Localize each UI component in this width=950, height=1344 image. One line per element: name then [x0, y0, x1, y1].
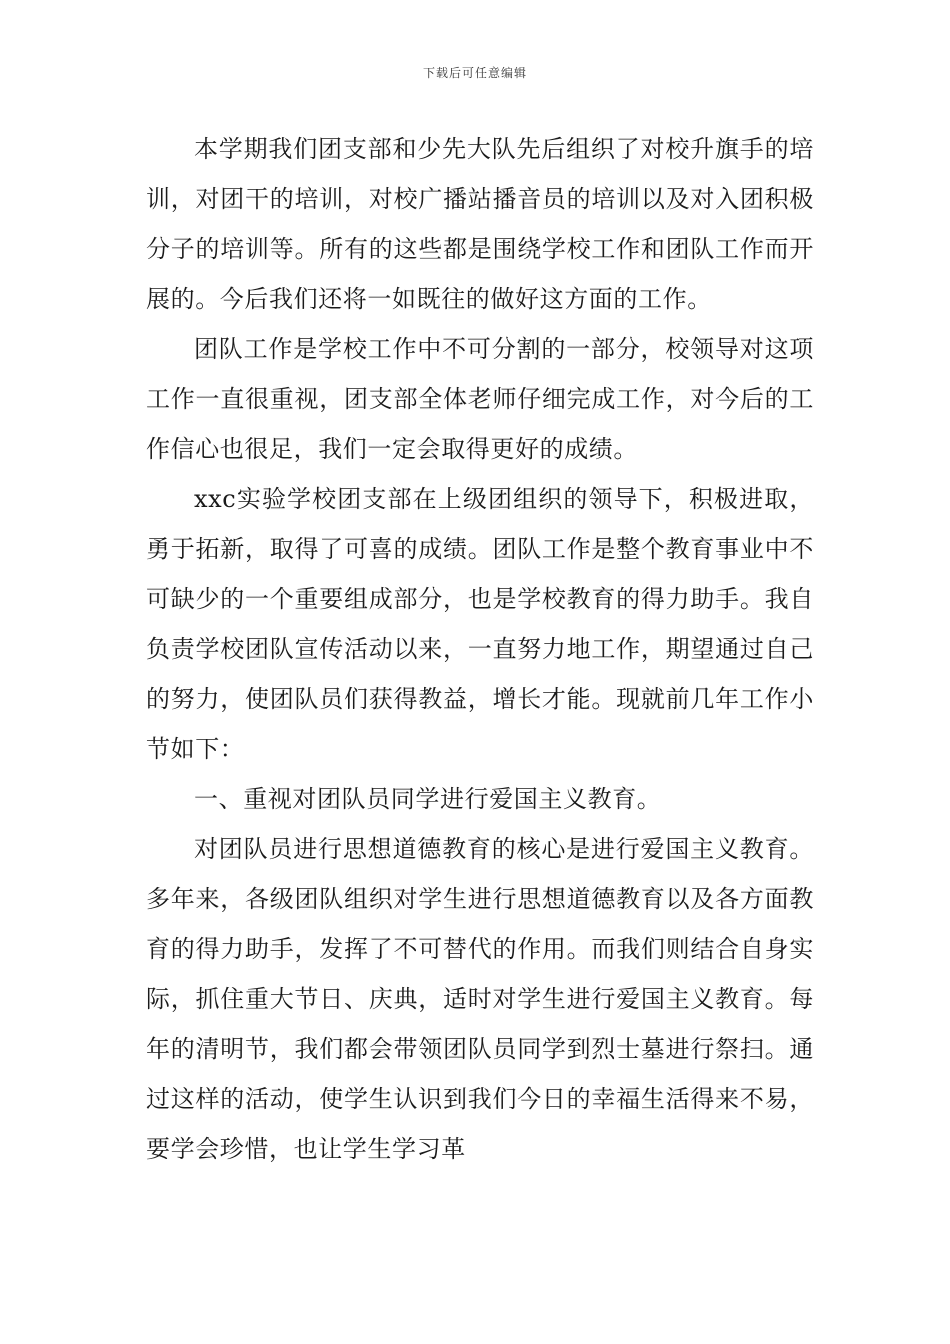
page-header: 下载后可任意编辑: [422, 66, 527, 80]
paragraph-summary-intro: xxc实验学校团支部在上级团组织的领导下，积极进取，勇于拓新，取得了可喜的成绩。团队工作是整个教育事业中不可缺少的一个重要组成部分，也是学校教育的得力助手。我自负责学校团队宣传活动以来，一直努力地工作，期望通过自己的努力，使团队员们获得教益，增长才能。现就前几年工作小节如下：: [146, 485, 814, 763]
document-body: [146, 124, 814, 1174]
paragraph-patriotic-education: 对团队员进行思想道德教育的核心是进行爱国主义教育。多年来，各级团队组织对学生进行思想道德教育以及各方面教育的得力助手，发挥了不可替代的作用。而我们则结合自身实际，抓住重大节日、庆典，适时对学生进行爱国主义教育。每年的清明节，我们都会带领团队员同学到烈士墓进行祭扫。通过这样的活动，使学生认识到我们今日的幸福生活得来不易，要学会珍惜，也让学生学习革: [146, 835, 814, 1163]
paragraph-team-work: 团队工作是学校工作中不可分割的一部分，校领导对这项工作一直很重视，团支部全体老师仔细完成工作，对今后的工作信心也很足，我们一定会取得更好的成绩。: [146, 335, 814, 463]
section-heading-patriotic-education: 一、重视对团队员同学进行爱国主义教育。: [194, 785, 662, 813]
paragraph-training: 本学期我们团支部和少先大队先后组织了对校升旗手的培训，对团干的培训，对校广播站播音员的培训以及对入团积极分子的培训等。所有的这些都是围绕学校工作和团队工作而开展的。今后我们还将一如既往的做好这方面的工作。: [146, 135, 814, 313]
